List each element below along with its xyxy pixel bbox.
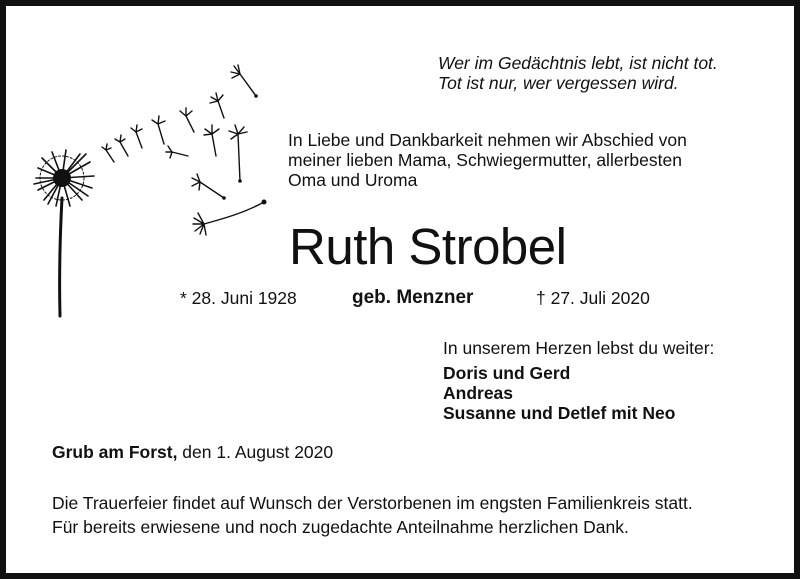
mourner-name: Doris und Gerd <box>443 363 571 383</box>
intro-line-1: In Liebe und Dankbarkeit nehmen wir Abschied von <box>288 130 687 150</box>
closing-line-1: Die Trauerfeier findet auf Wunsch der Verstorbenen im engsten Familienkreis statt. <box>52 493 693 513</box>
death-date: † 27. Juli 2020 <box>536 288 650 308</box>
intro-line-3: Oma und Uroma <box>288 170 418 190</box>
intro-text <box>288 130 687 190</box>
mourners-heading: In unserem Herzen lebst du weiter: <box>443 338 715 358</box>
dandelion-icon <box>26 46 276 326</box>
closing-line-2: Für bereits erwiesene und noch zugedachte Anteilnahme herzlichen Dank. <box>52 517 629 537</box>
motto-line-1: Wer im Gedächtnis lebt, ist nicht tot. <box>438 53 718 73</box>
mourner-name: Andreas <box>443 383 514 403</box>
mourner-name: Susanne und Detlef mit Neo <box>443 403 676 423</box>
motto-line-2: Tot ist nur, wer vergessen wird. <box>438 73 679 93</box>
birth-date: * 28. Juni 1928 <box>180 288 297 308</box>
place-and-date <box>52 442 333 463</box>
intro-line-2: meiner lieben Mama, Schwiegermutter, allerbesten <box>288 150 682 170</box>
motto-quote <box>438 53 718 93</box>
deceased-name: Ruth Strobel <box>289 218 567 275</box>
mourners-list <box>443 363 675 423</box>
closing-text <box>52 491 693 539</box>
place: Grub am Forst, <box>52 442 178 462</box>
date: den 1. August 2020 <box>177 442 334 462</box>
maiden-name: geb. Menzner <box>352 287 474 308</box>
